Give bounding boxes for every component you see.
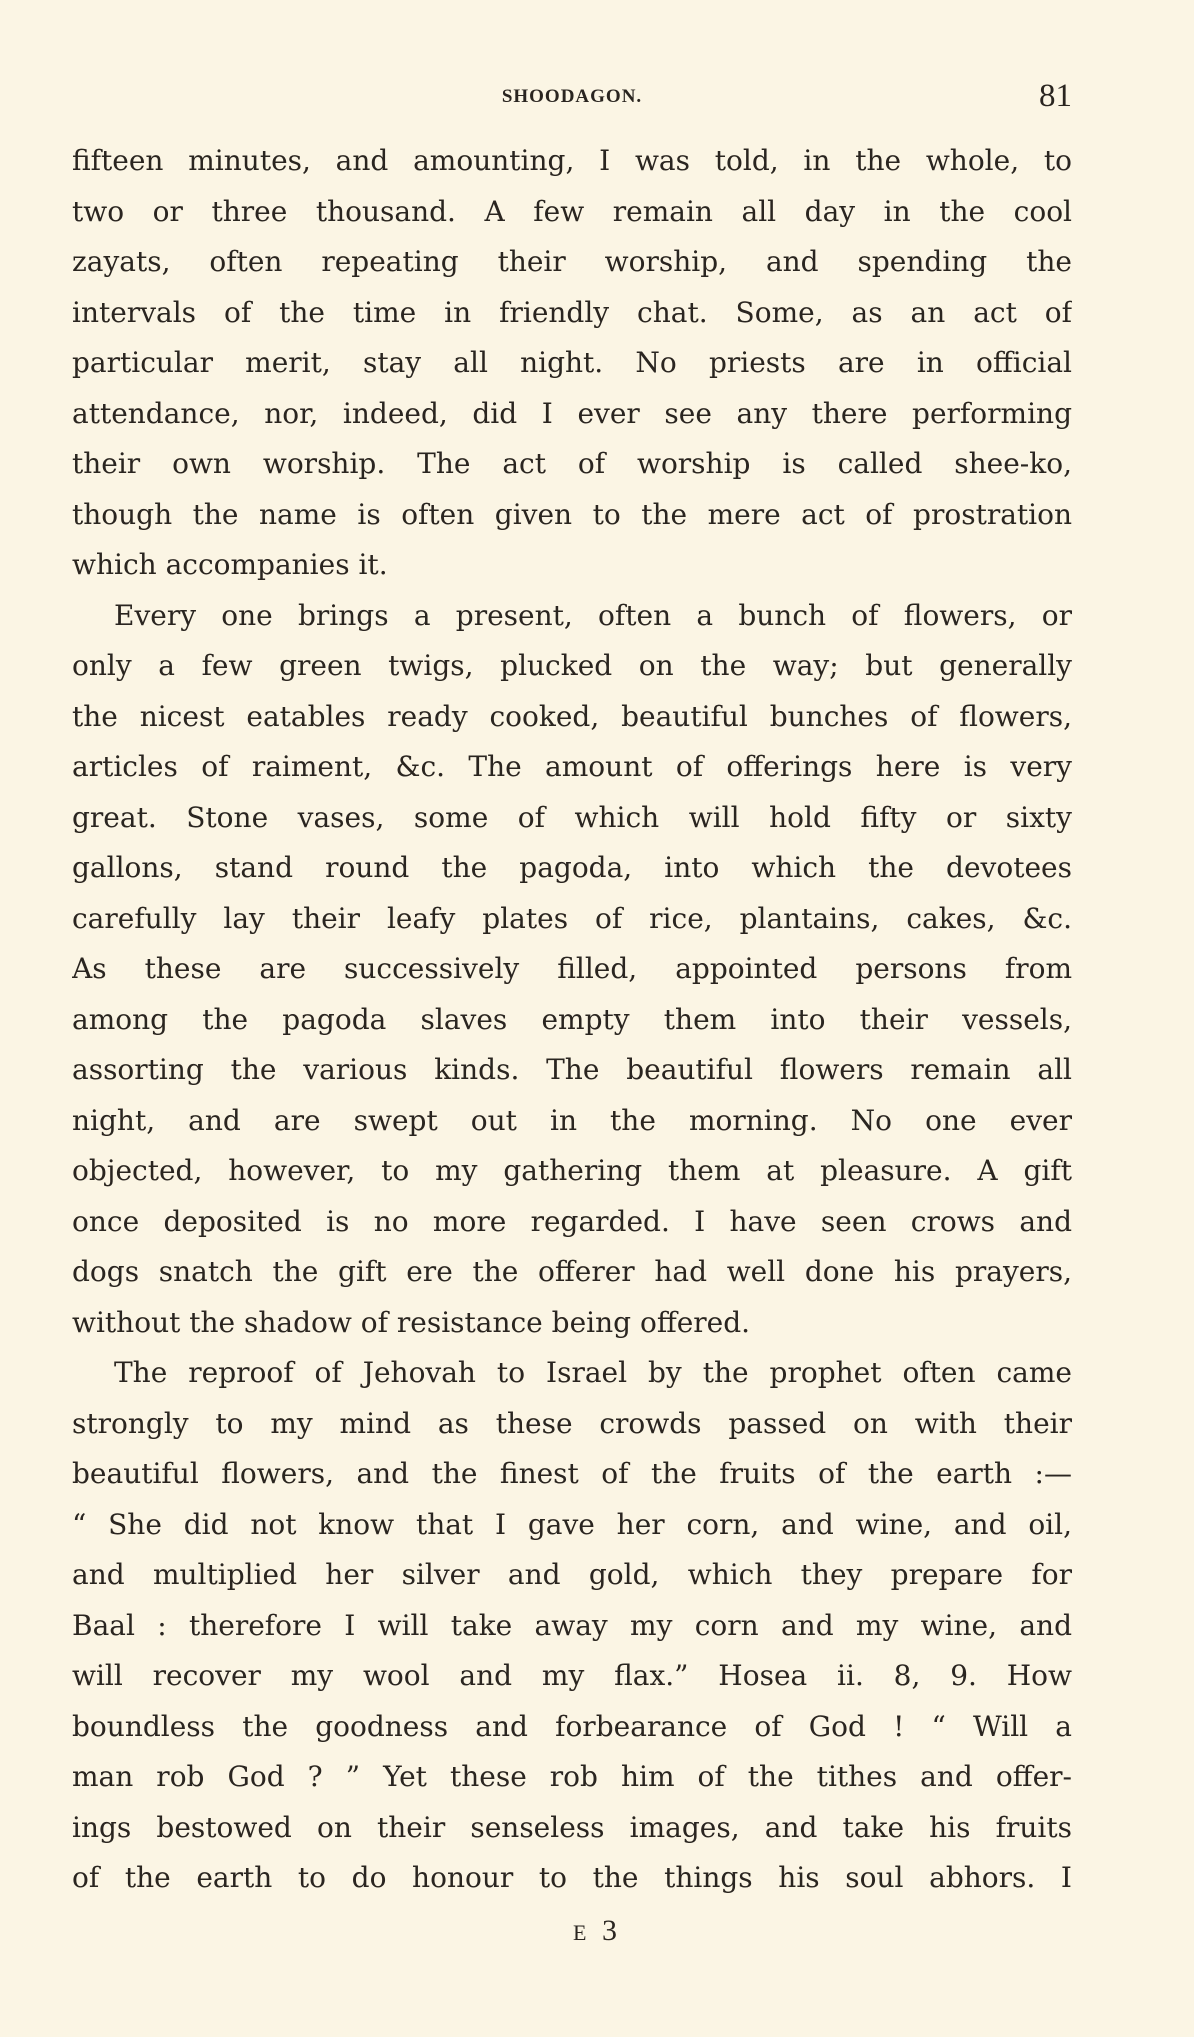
paragraph: [72, 1348, 1072, 1904]
text-line: beautiful flowers, and the finest of the fruits of the earth :—: [72, 1457, 1072, 1490]
running-head: [72, 78, 1072, 118]
text-line: assorting the various kinds. The beautiful flowers remain all: [72, 1053, 1072, 1086]
text-line: strongly to my mind as these crowds passed on with their: [72, 1406, 1072, 1440]
text-line: The reproof of Jehovah to Israel by the prophet often came: [114, 1356, 1072, 1389]
text-line: articles of raiment, &c. The amount of offerings here is very: [72, 750, 1072, 783]
text-line: their own worship. The act of worship is called shee-ko,: [72, 447, 1072, 480]
text-line: and multiplied her silver and gold, which they prepare for: [72, 1558, 1072, 1591]
text-line: fifteen minutes, and amounting, I was told, in the whole, to: [72, 144, 1072, 177]
text-line: particular merit, stay all night. No priests are in official: [72, 346, 1072, 379]
text-line: the nicest eatables ready cooked, beautiful bunches of flowers,: [72, 699, 1072, 733]
text-line: carefully lay their leafy plates of rice, plantains, cakes, &c.: [72, 901, 1072, 935]
page-number: 81: [1039, 78, 1072, 114]
signature-number: 3: [601, 1914, 621, 1947]
text-line: only a few green twigs, plucked on the way; but generally: [72, 649, 1072, 682]
text-line: attendance, nor, indeed, did I ever see any there performing: [72, 396, 1072, 430]
text-line: will recover my wool and my flax.” Hosea ii. 8, 9. How: [72, 1659, 1072, 1692]
text-line: intervals of the time in friendly chat. Some, as an act of: [72, 295, 1072, 329]
body-text: [72, 136, 1072, 1904]
paragraph: [72, 591, 1072, 1349]
text-line: gallons, stand round the pagoda, into which the devotees: [72, 851, 1072, 884]
text-line: boundless the goodness and forbearance of God ! “ Will a: [72, 1709, 1072, 1743]
signature-mark: [0, 1914, 1194, 1948]
text-line: without the shadow of resistance being offered.: [72, 1305, 751, 1339]
text-line: night, and are swept out in the morning. No one ever: [72, 1103, 1072, 1137]
text-line: zayats, often repeating their worship, and spending the: [72, 245, 1072, 278]
text-line: ings bestowed on their senseless images, and take his fruits: [72, 1810, 1072, 1844]
signature-letter: E: [573, 1920, 591, 1945]
text-line: Every one brings a present, often a bunch of flowers, or: [114, 598, 1072, 632]
text-line: two or three thousand. A few remain all day in the cool: [72, 194, 1072, 228]
text-line: once deposited is no more regarded. I have seen crows and: [72, 1204, 1072, 1238]
text-line: Baal : therefore I will take away my corn and my wine, and: [72, 1608, 1072, 1642]
text-line: though the name is often given to the mere act of prostration: [72, 497, 1072, 531]
text-line: objected, however, to my gathering them at pleasure. A gift: [72, 1154, 1072, 1187]
paragraph: [72, 136, 1072, 591]
text-line: man rob God ? ” Yet these rob him of the tithes and offer-: [72, 1760, 1072, 1793]
text-line: great. Stone vases, some of which will hold fifty or sixty: [72, 800, 1072, 834]
text-line: “ She did not know that I gave her corn, and wine, and oil,: [72, 1507, 1072, 1541]
text-line: As these are successively filled, appointed persons from: [72, 952, 1072, 985]
text-line: which accompanies it.: [72, 548, 388, 581]
text-line: of the earth to do honour to the things his soul abhors. I: [72, 1861, 1072, 1894]
running-title: SHOODAGON.: [501, 86, 643, 107]
text-line: dogs snatch the gift ere the offerer had well done his prayers,: [72, 1255, 1072, 1288]
text-line: among the pagoda slaves empty them into their vessels,: [72, 1002, 1072, 1036]
